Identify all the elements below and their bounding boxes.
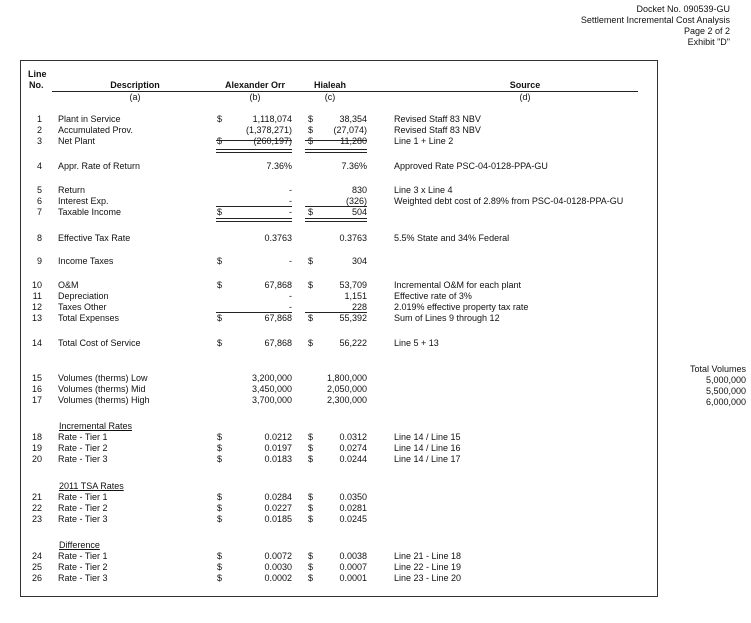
alexander-orr-dollar: $ [217, 313, 223, 323]
line-number: 16 [31, 384, 42, 394]
hialeah-value: 2,300,000 [326, 395, 367, 405]
hialeah-value: 0.0001 [339, 573, 367, 583]
alexander-orr-value: 0.0197 [264, 443, 292, 453]
hialeah-header: Hialeah [313, 80, 346, 90]
row-description: Rate - Tier 3 [58, 514, 108, 524]
row-description: Rate - Tier 2 [58, 503, 108, 513]
total-volumes-low: 5,000,000 [705, 375, 746, 385]
line-number: 20 [31, 454, 42, 464]
row-source: Effective rate of 3% [394, 291, 472, 301]
alexander-orr-dollar: $ [217, 338, 223, 348]
alexander-orr-value: 1,118,074 [252, 114, 292, 124]
description-header: Description [110, 80, 160, 90]
hialeah-value: 0.0350 [339, 492, 367, 502]
line-number: 24 [31, 551, 42, 561]
alexander-orr-value: 0.0185 [264, 514, 292, 524]
section-tsa-rates: 2011 TSA Rates [59, 481, 124, 491]
row-description: Volumes (therms) High [58, 395, 150, 405]
hialeah-dollar: $ [308, 313, 314, 323]
total-volumes-label: Total Volumes [689, 364, 746, 374]
hialeah-value: 11,280 [340, 136, 367, 146]
alexander-orr-value: (260,197) [253, 136, 292, 146]
col-a-label: (a) [129, 92, 141, 102]
row-description: Rate - Tier 2 [58, 443, 108, 453]
row-description: Depreciation [58, 291, 109, 301]
line-number: 8 [36, 233, 42, 243]
hialeah-value: 0.0312 [339, 432, 367, 442]
section-incremental-rates: Incremental Rates [59, 421, 133, 431]
alexander-orr-dollar: $ [217, 514, 223, 524]
alexander-orr-dollar: $ [217, 573, 223, 583]
line-number: 25 [31, 562, 42, 572]
hialeah-dollar: $ [308, 280, 314, 290]
alexander-orr-value: 67,868 [264, 280, 292, 290]
alexander-orr-value: (1,378,271) [245, 125, 292, 135]
line-number: 26 [31, 573, 42, 583]
line-number: 7 [36, 207, 42, 217]
hialeah-value: 228 [351, 302, 367, 312]
alexander-orr-value: - [289, 302, 292, 312]
line-number: 21 [31, 492, 42, 502]
row-description: Taxes Other [58, 302, 107, 312]
alexander-orr-value: 0.0183 [264, 454, 292, 464]
hialeah-value: 504 [351, 207, 367, 217]
alexander-orr-dollar: $ [217, 280, 223, 290]
hialeah-dollar: $ [308, 503, 314, 513]
hialeah-value: 0.0244 [339, 454, 367, 464]
dbl-rule-a-3 [216, 149, 292, 153]
hialeah-value: 7.36% [341, 161, 367, 171]
alexander-orr-dollar: $ [217, 136, 223, 146]
hialeah-value: 304 [351, 256, 367, 266]
rule-h-12 [305, 312, 367, 313]
dbl-rule-a-7 [216, 218, 292, 222]
line-no-header: Line [28, 69, 47, 79]
line-number: 4 [36, 161, 42, 171]
dbl-rule-h-7 [305, 218, 367, 222]
rule-a-2 [216, 140, 292, 141]
hialeah-value: 38,354 [339, 114, 367, 124]
row-description: Accumulated Prov. [58, 125, 133, 135]
row-description: Total Cost of Service [58, 338, 141, 348]
row-description: Total Expenses [58, 313, 120, 323]
alexander-orr-value: 7.36% [266, 161, 292, 171]
line-number: 15 [31, 373, 42, 383]
source-header: Source [509, 80, 541, 90]
alexander-orr-value: - [289, 185, 292, 195]
row-source: Line 21 - Line 18 [394, 551, 462, 561]
hialeah-value: 55,392 [339, 313, 367, 323]
alexander-orr-value: 3,200,000 [251, 373, 292, 383]
alexander-orr-dollar: $ [217, 503, 223, 513]
alexander-orr-value: - [289, 291, 292, 301]
alexander-orr-dollar: $ [217, 443, 223, 453]
row-source: 5.5% State and 34% Federal [394, 233, 510, 243]
alexander-orr-value: 0.0212 [264, 432, 292, 442]
row-description: Volumes (therms) Low [58, 373, 148, 383]
col-d-label: (d) [519, 92, 531, 102]
row-description: Interest Exp. [58, 196, 109, 206]
line-number: 10 [31, 280, 42, 290]
alexander-orr-value: 0.0284 [264, 492, 292, 502]
row-source: Line 22 - Line 19 [394, 562, 462, 572]
hialeah-value: 2,050,000 [326, 384, 367, 394]
row-description: Net Plant [58, 136, 96, 146]
hialeah-value: (27,074) [333, 125, 367, 135]
line-number: 17 [31, 395, 42, 405]
line-number: 23 [31, 514, 42, 524]
line-number: 19 [31, 443, 42, 453]
row-description: Income Taxes [58, 256, 114, 266]
rule-a-6 [216, 206, 292, 207]
hialeah-dollar: $ [308, 256, 314, 266]
alexander-orr-value: 0.0002 [264, 573, 292, 583]
hialeah-value: 0.3763 [339, 233, 367, 243]
col-c-label: (c) [324, 92, 336, 102]
line-number: 9 [36, 256, 42, 266]
alexander-orr-value: 0.3763 [264, 233, 292, 243]
row-source: Line 3 x Line 4 [394, 185, 453, 195]
alexander-orr-header: Alexander Orr [224, 80, 286, 90]
line-number: 13 [31, 313, 42, 323]
row-description: Rate - Tier 1 [58, 551, 108, 561]
hialeah-dollar: $ [308, 114, 314, 124]
hialeah-dollar: $ [308, 207, 314, 217]
exhibit-label: Exhibit "D" [687, 37, 730, 47]
alexander-orr-value: - [289, 256, 292, 266]
total-volumes-mid: 5,500,000 [705, 386, 746, 396]
hialeah-value: (326) [345, 196, 367, 206]
row-source: Line 14 / Line 15 [394, 432, 461, 442]
hialeah-dollar: $ [308, 443, 314, 453]
line-number: 11 [32, 291, 42, 301]
rule-h-6 [305, 206, 367, 207]
hialeah-dollar: $ [308, 125, 314, 135]
row-description: Rate - Tier 3 [58, 573, 108, 583]
row-source: Revised Staff 83 NBV [394, 114, 481, 124]
total-volumes-high: 6,000,000 [705, 397, 746, 407]
row-source: Weighted debt cost of 2.89% from PSC-04-0128-PPA-GU [394, 196, 624, 206]
row-description: Rate - Tier 3 [58, 454, 108, 464]
line-number: 3 [36, 136, 42, 146]
line-number: 22 [31, 503, 42, 513]
alexander-orr-value: 67,868 [264, 313, 292, 323]
row-description: Rate - Tier 2 [58, 562, 108, 572]
hialeah-value: 0.0281 [339, 503, 367, 513]
hialeah-dollar: $ [308, 573, 314, 583]
row-description: Effective Tax Rate [58, 233, 131, 243]
row-description: Rate - Tier 1 [58, 432, 108, 442]
hialeah-dollar: $ [308, 454, 314, 464]
line-number: 5 [36, 185, 42, 195]
alexander-orr-dollar: $ [217, 114, 223, 124]
row-source: Line 1 + Line 2 [394, 136, 454, 146]
hialeah-value: 830 [351, 185, 367, 195]
hialeah-dollar: $ [308, 551, 314, 561]
hialeah-value: 0.0038 [339, 551, 367, 561]
alexander-orr-dollar: $ [217, 562, 223, 572]
alexander-orr-dollar: $ [217, 432, 223, 442]
row-description: Rate - Tier 1 [58, 492, 108, 502]
alexander-orr-value: 0.0227 [264, 503, 292, 513]
alexander-orr-dollar: $ [217, 454, 223, 464]
line-no-header-2: No. [29, 80, 44, 90]
hialeah-dollar: $ [308, 492, 314, 502]
row-description: Plant in Service [58, 114, 121, 124]
hialeah-dollar: $ [308, 338, 314, 348]
hialeah-value: 0.0274 [339, 443, 367, 453]
alexander-orr-value: - [289, 196, 292, 206]
alexander-orr-dollar: $ [217, 207, 223, 217]
hialeah-dollar: $ [308, 432, 314, 442]
docket-number: Docket No. 090539-GU [636, 4, 730, 14]
row-description: Volumes (therms) Mid [58, 384, 146, 394]
alexander-orr-dollar: $ [217, 492, 223, 502]
alexander-orr-value: 0.0030 [264, 562, 292, 572]
hialeah-value: 1,800,000 [326, 373, 367, 383]
alexander-orr-value: 3,700,000 [251, 395, 292, 405]
line-number: 2 [36, 125, 42, 135]
hialeah-value: 0.0245 [339, 514, 367, 524]
hialeah-value: 1,151 [344, 291, 367, 301]
row-description: Return [58, 185, 86, 195]
alexander-orr-value: - [289, 207, 292, 217]
row-source: Revised Staff 83 NBV [394, 125, 481, 135]
hialeah-dollar: $ [308, 562, 314, 572]
row-source: Line 5 + 13 [394, 338, 439, 348]
row-description: Taxable Income [58, 207, 122, 217]
rule-h-2 [305, 140, 367, 141]
alexander-orr-value: 67,868 [264, 338, 292, 348]
hialeah-value: 0.0007 [339, 562, 367, 572]
alexander-orr-value: 0.0072 [264, 551, 292, 561]
page-number: Page 2 of 2 [683, 26, 730, 36]
col-b-label: (b) [249, 92, 261, 102]
dbl-rule-h-3 [305, 149, 367, 153]
hialeah-value: 53,709 [339, 280, 367, 290]
document-title: Settlement Incremental Cost Analysis [580, 15, 730, 25]
row-description: Appr. Rate of Return [58, 161, 141, 171]
line-number: 6 [36, 196, 42, 206]
row-source: Approved Rate PSC-04-0128-PPA-GU [394, 161, 548, 171]
hialeah-dollar: $ [308, 514, 314, 524]
alexander-orr-value: 3,450,000 [251, 384, 292, 394]
row-description: O&M [58, 280, 79, 290]
line-number: 14 [31, 338, 42, 348]
alexander-orr-dollar: $ [217, 551, 223, 561]
document-header [581, 4, 730, 48]
row-source: Incremental O&M for each plant [394, 280, 522, 290]
row-source: Line 14 / Line 16 [394, 443, 461, 453]
row-source: Line 14 / Line 17 [394, 454, 461, 464]
rule-a-12 [216, 312, 292, 313]
alexander-orr-dollar: $ [217, 256, 223, 266]
section-difference: Difference [59, 540, 100, 550]
row-source: Line 23 - Line 20 [394, 573, 462, 583]
hialeah-dollar: $ [308, 136, 314, 146]
line-number: 12 [31, 302, 42, 312]
row-source: Sum of Lines 9 through 12 [394, 313, 500, 323]
line-number: 1 [36, 114, 42, 124]
line-number: 18 [31, 432, 42, 442]
hialeah-value: 56,222 [339, 338, 367, 348]
row-source: 2.019% effective property tax rate [394, 302, 529, 312]
